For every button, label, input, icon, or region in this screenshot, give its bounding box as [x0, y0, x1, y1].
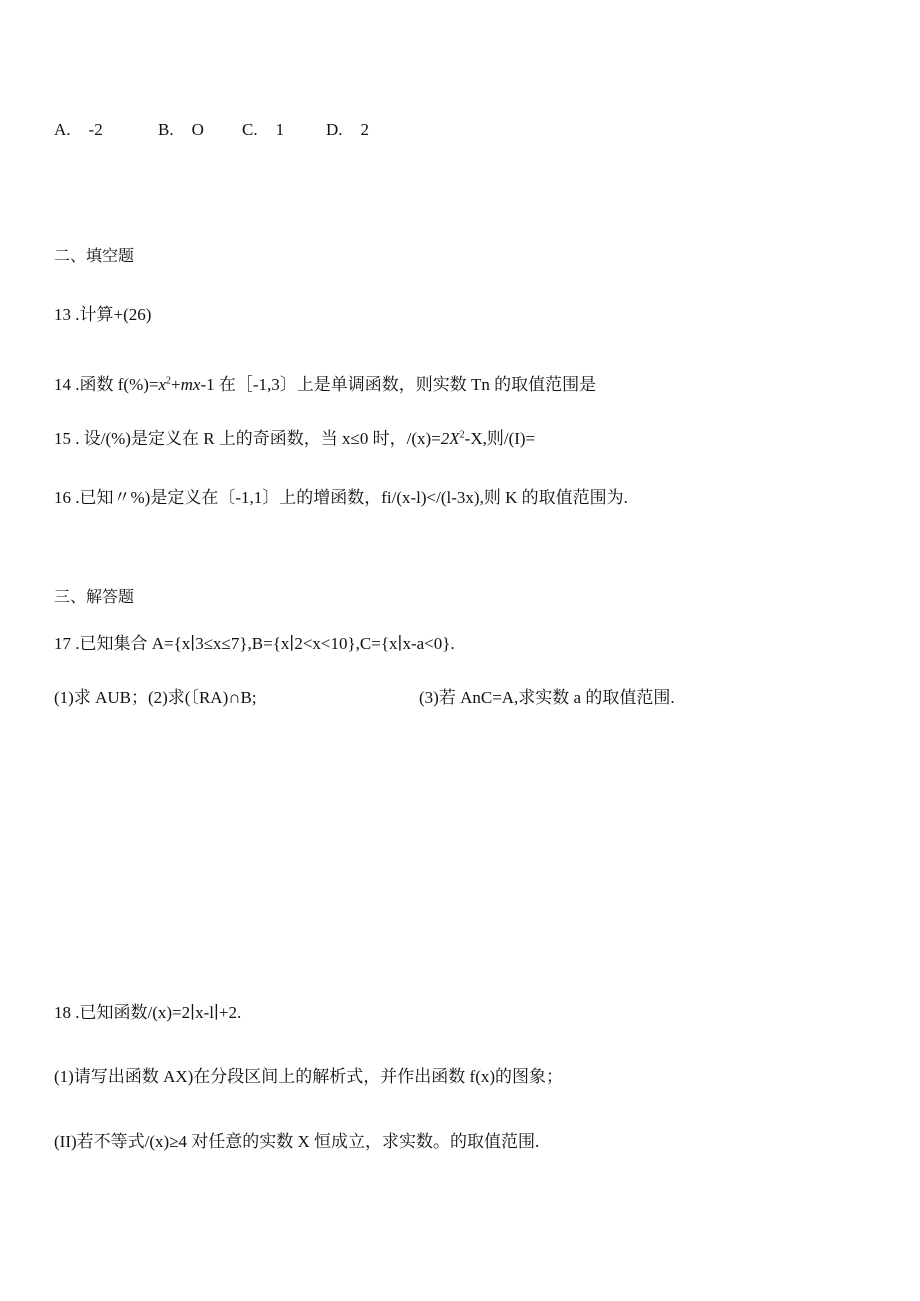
option-c — [242, 119, 284, 141]
option-d-label: D. — [326, 120, 343, 139]
q15-2x: 2X — [440, 429, 460, 448]
option-b-value: O — [191, 120, 204, 139]
question-18-part-2: (II)若不等式/(x)≥4 对任意的实数 X 恒成立，求实数。的取值范围. — [54, 1132, 540, 1151]
q15-suffix: -X,则/(I)= — [464, 429, 536, 448]
q14-prefix: 14 .函数 f(%)= — [54, 375, 159, 394]
question-18: 18 .已知函数/(x)=2∣x-l∣+2. — [54, 1003, 242, 1022]
section-heading-answer: 三、解答题 — [54, 587, 135, 606]
question-16: 16 .已知〃%)是定义在〔-1,1〕上的增函数，fi/(x-l)</(l-3x),则 K 的取值范围为. — [54, 488, 628, 507]
q14-suffix: -1 在［-1,3〕上是单调函数，则实数 Tn 的取值范围是 — [200, 375, 597, 394]
section-heading-fill-blank: 二、填空题 — [54, 246, 135, 265]
option-d — [326, 119, 369, 141]
question-14 — [54, 374, 596, 396]
q14-x: x — [158, 375, 167, 394]
question-13: 13 .计算+(26) — [54, 305, 152, 324]
option-d-value: 2 — [360, 120, 370, 139]
option-a — [54, 119, 103, 141]
option-b — [158, 119, 204, 141]
q14-mid: + — [171, 375, 181, 394]
q17-part-3: (3)若 AnC=A,求实数 a 的取值范围. — [419, 688, 675, 707]
option-c-label: C. — [242, 120, 258, 139]
q15-prefix: 15 . 设/(%)是定义在 R 上的奇函数，当 x≤0 时，/(x)= — [54, 429, 441, 448]
question-18-part-1: (1)请写出函数 AX)在分段区间上的解析式，并作出函数 f(x)的图象； — [54, 1067, 564, 1086]
option-c-value: 1 — [275, 120, 285, 139]
question-15 — [54, 428, 535, 450]
question-17-parts — [54, 687, 874, 709]
option-a-label: A. — [54, 120, 71, 139]
q14-sup: 2 — [166, 375, 172, 387]
option-b-label: B. — [158, 120, 174, 139]
q17-part-1-2: (1)求 AUB；(2)求(〔RA)∩B; — [54, 688, 257, 707]
q15-sup: 2 — [459, 429, 465, 441]
option-a-value: -2 — [88, 120, 103, 139]
question-17: 17 .已知集合 A={x∣3≤x≤7},B={x∣2<x<10},C={x∣x-a<0}. — [54, 634, 455, 653]
q14-mx: mx — [180, 375, 201, 394]
